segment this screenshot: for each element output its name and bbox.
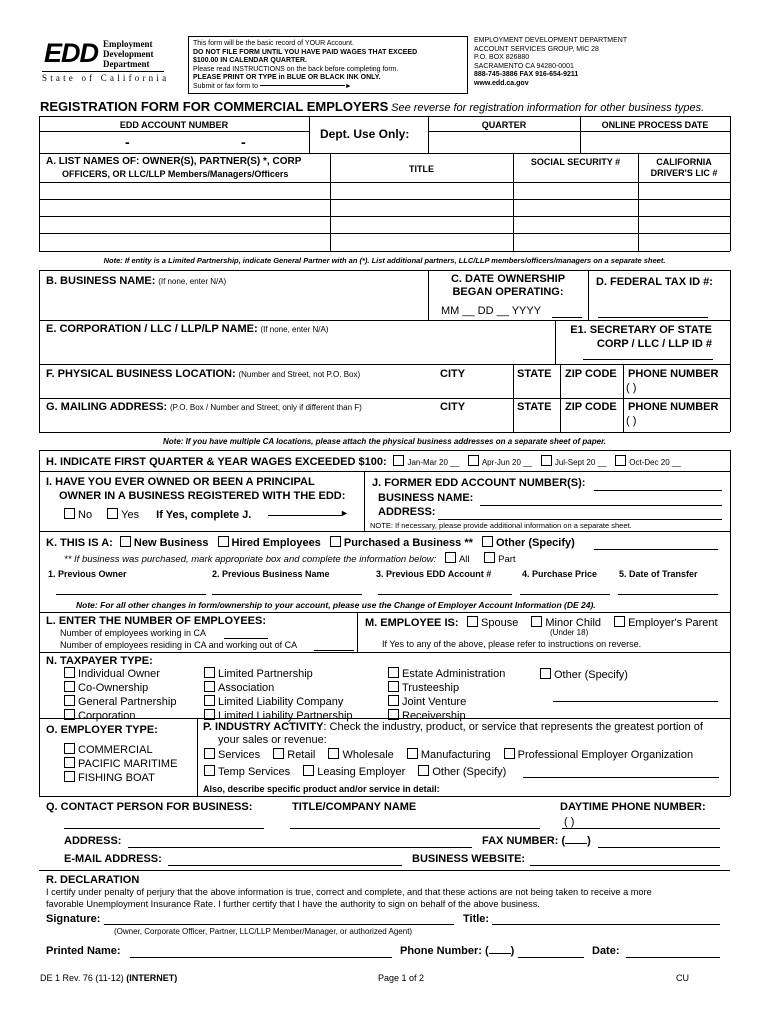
taxpayer-col-3: Estate Administration Trusteeship Joint Venture Receivership [388,667,505,723]
daytime-phone-label: DAYTIME PHONE NUMBER: [560,801,706,813]
header-notice-box: This form will be the basic record of YOUR Account. DO NOT FILE FORM UNTIL YOU HAVE PAID WAGES THAT EXCEED $100.00 IN CALENDAR QUARTER. Please read INSTRUCTIONS on the back before completing form. PLEASE PRINT OR TYPE in BLUE OR BLACK INK ONLY. Submit or fax form to ► [188,36,468,94]
declaration-text: I certify under penalty of perjury that the above information is true, correct and complete, and that these actions are not being taken to receive a more favorable Unemployment Insurance Rate. I further certify that I have the authority to sign on behalf of the above business. [46,887,652,909]
contact-person-label: Q. CONTACT PERSON FOR BUSINESS: [46,801,253,813]
purchase-price-label: 4. Purchase Price [522,569,598,579]
account-dash-2: - [241,134,246,150]
multiple-locations-note: Note: If you have multiple CA locations, please attach the physical business addresses on a separate sheet of paper. [163,437,606,446]
taxpayer-other: Other (Specify) [540,668,628,681]
spouse-checkbox[interactable] [467,616,478,627]
section-i-label: I. HAVE YOU EVER OWNED OR BEEN A PRINCIPAL OWNER IN A BUSINESS REGISTERED WITH THE EDD: [46,476,346,502]
jan-mar-checkbox[interactable] [393,455,404,466]
industry-other-checkbox[interactable] [418,765,429,776]
account-dash-1: - [125,134,130,150]
business-name-label: B. BUSINESS NAME: (If none, enter N/A) [46,275,227,287]
mailing-address-label: G. MAILING ADDRESS: (P.O. Box / Number and Street, only if different than F) [46,401,362,413]
declaration-label: R. DECLARATION [46,874,140,886]
industry-activity-label: P. INDUSTRY ACTIVITY: Check the industry, product, or service that represents the greatest portion of [203,721,703,733]
edd-account-number-label: EDD ACCOUNT NUMBER [119,120,229,130]
arrow-icon: ► [340,508,349,518]
quarter-label: QUARTER [481,120,527,130]
association-checkbox[interactable] [204,681,215,692]
contact-address-label: ADDRESS: [64,835,122,847]
footer-code: CU [676,973,689,983]
state-label-f: STATE [517,368,552,380]
section-o-label: O. EMPLOYER TYPE: [46,724,158,736]
under-18-label: (Under 18) [550,628,589,637]
purchase-part-checkbox[interactable] [484,552,495,563]
former-account-label: J. FORMER EDD ACCOUNT NUMBER(S): [372,477,586,489]
federal-tax-id-label: D. FEDERAL TAX ID #: [596,276,713,288]
section-i-options: No Yes If Yes, complete J. [64,508,251,521]
daytime-phone-paren: ( ) [564,816,575,828]
section-m-options: Spouse Minor Child Employer's Parent [467,616,718,629]
pacific-maritime-checkbox[interactable] [64,757,75,768]
apr-jun-checkbox[interactable] [468,455,479,466]
email-address-label: E-MAIL ADDRESS: [64,853,162,865]
previous-account-label: 3. Previous EDD Account # [376,569,492,579]
previous-owner-label: 1. Previous Owner [48,569,127,579]
retail-checkbox[interactable] [273,748,284,759]
trusteeship-checkbox[interactable] [388,681,399,692]
dept-use-only-label: Dept. Use Only: [320,127,410,141]
section-l-label: L. ENTER THE NUMBER OF EMPLOYEES: [46,615,267,627]
declaration-title-label: Title: [463,913,490,925]
printed-name-line[interactable] [130,957,392,958]
section-n-label: N. TAXPAYER TYPE: [46,655,153,667]
change-employer-note: Note: For all other changes in form/ownership to your account, please use the Change of Employer Account Information (DE 24). [76,600,596,610]
jul-sept-checkbox[interactable] [541,455,552,466]
hired-employees-checkbox[interactable] [218,536,229,547]
header-address-block: EMPLOYMENT DEVELOPMENT DEPARTMENT ACCOUNT SERVICES GROUP, MIC 28 P.O. BOX 826880 SACRAMENTO CA 94280-0001 888-745-3886 FAX 916-654-9211 www.edd.ca.gov [474,37,628,87]
online-process-date-label: ONLINE PROCESS DATE [601,120,709,130]
city-label-f: CITY [440,368,466,380]
signature-hint: (Owner, Corporate Officer, Partner, LLC/LLP Member/Manager, or authorized Agent) [114,927,413,936]
section-a-label: A. LIST NAMES OF: OWNER(S), PARTNER(S) *, CORP OFFICERS, OR LLC/LLP Members/Managers/Officers [46,156,302,179]
form-number: DE 1 Rev. 76 (11-12) (INTERNET) [40,973,178,983]
date-of-transfer-label: 5. Date of Transfer [619,569,698,579]
former-address-label: ADDRESS: [378,506,436,518]
city-label-g: CITY [440,401,466,413]
principal-yes-checkbox[interactable] [107,508,118,519]
printed-name-label: Printed Name: [46,945,121,957]
industry-row-2: Temp Services Leasing Employer Other (Specify) [204,765,506,778]
fishing-boat-checkbox[interactable] [64,771,75,782]
declaration-phone-label: Phone Number: ( ) [400,945,515,957]
limited-partnership-checkbox[interactable] [204,667,215,678]
co-ownership-checkbox[interactable] [64,681,75,692]
commercial-checkbox[interactable] [64,743,75,754]
manufacturing-checkbox[interactable] [407,748,418,759]
section-m-label: M. EMPLOYEE IS: [365,617,459,629]
individual-owner-checkbox[interactable] [64,667,75,678]
industry-row-1: Services Retail Wholesale Manufacturing Professional Employer Organization [204,748,693,761]
llc-checkbox[interactable] [204,695,215,706]
state-label-g: STATE [517,401,552,413]
declaration-date-label: Date: [592,945,620,957]
phone-paren-f: ( ) [626,382,637,394]
declaration-title-line[interactable] [492,924,720,925]
date-ownership-label: C. DATE OWNERSHIP BEGAN OPERATING: [450,273,566,298]
phone-label-f: PHONE NUMBER [628,368,719,380]
principal-no-checkbox[interactable] [64,508,75,519]
employees-working-ca: Number of employees working in CA [60,628,207,638]
taxpayer-col-1: Individual Owner Co-Ownership General Partnership Corporation [64,667,176,723]
temp-services-checkbox[interactable] [204,765,215,776]
leasing-employer-checkbox[interactable] [303,765,314,776]
section-j-note: NOTE: If necessary, please provide additional information on a separate sheet. [370,521,632,530]
purchased-business-checkbox[interactable] [330,536,341,547]
secretary-of-state-label: E1. SECRETARY OF STATE CORP / LLC / LLP ID # [570,324,712,350]
estate-administration-checkbox[interactable] [388,667,399,678]
services-checkbox[interactable] [204,748,215,759]
other-specify-checkbox[interactable] [482,536,493,547]
drivers-license-column-label: CALIFORNIA DRIVER'S LIC # [650,157,718,178]
taxpayer-col-2: Limited Partnership Association Limited Liability Company Limited Liability Partnership [204,667,353,723]
industry-activity-line-2: your sales or revenue: [218,734,327,746]
ssn-column-label: SOCIAL SECURITY # [530,157,621,167]
employer-type-options: COMMERCIAL PACIFIC MARITIME FISHING BOAT [64,743,177,785]
limited-partnership-note: Note: If entity is a Limited Partnership, indicate General Partner with an (*). List additional partners, LLC/LLP members/officers/managers on a separate sheet. [103,256,666,265]
signature-line[interactable] [104,924,454,925]
fax-number-label: FAX NUMBER: ( ) [482,835,591,847]
corporation-name-label: E. CORPORATION / LLC / LLP/LP NAME: (If none, enter N/A) [46,323,329,335]
zip-label-g: ZIP CODE [565,401,617,413]
form-title: REGISTRATION FORM FOR COMMERCIAL EMPLOYERS See reverse for registration information for other business types. [40,99,705,114]
describe-product-label: Also, describe specific product and/or service in detail: [203,784,440,794]
section-k-row: K. THIS IS A: New Business Hired Employees Purchased a Business ** Other (Specify) [46,537,575,549]
phone-paren-g: ( ) [626,415,637,427]
zip-label-f: ZIP CODE [565,368,617,380]
declaration-date-line[interactable] [626,957,720,958]
page-number: Page 1 of 2 [378,973,425,983]
oct-dec-checkbox[interactable] [615,455,626,466]
peo-checkbox[interactable] [504,748,515,759]
wholesale-checkbox[interactable] [328,748,339,759]
business-website-label: BUSINESS WEBSITE: [412,853,526,865]
contact-title-label: TITLE/COMPANY NAME [292,801,417,813]
section-m-note: If Yes to any of the above, please refer to instructions on reverse. [382,639,642,649]
title-column-label: TITLE [409,164,434,174]
former-business-name-label: BUSINESS NAME: [378,492,474,504]
logo-department-name: Employment Development Department [103,39,154,69]
section-h-row: H. INDICATE FIRST QUARTER & YEAR WAGES EXCEEDED $100: Jan-Mar 20 __ Apr-Jun 20 __ Jul-Sept 20 __ Oct-Dec 20 __ [46,456,681,468]
purchase-all-checkbox[interactable] [445,552,456,563]
state-of-california: State of California [42,73,170,83]
new-business-checkbox[interactable] [120,536,131,547]
minor-child-checkbox[interactable] [531,616,542,627]
signature-label: Signature: [46,913,101,925]
phone-label-g: PHONE NUMBER [628,401,719,413]
joint-venture-checkbox[interactable] [388,695,399,706]
secretary-of-state-line[interactable] [583,359,713,360]
date-format: MM __ DD __ YYYY [441,305,542,317]
taxpayer-other-checkbox[interactable] [540,668,551,679]
general-partnership-checkbox[interactable] [64,695,75,706]
federal-tax-id-line[interactable] [598,317,708,318]
employees-residing-ca: Number of employees residing in CA and working out of CA [60,640,298,650]
edd-logo: EDD [44,38,99,68]
purchase-note: ** If business was purchased, mark appropriate box and complete the information below: All Part [64,554,516,565]
physical-location-label: F. PHYSICAL BUSINESS LOCATION: (Number and Street, not P.O. Box) [46,368,361,380]
previous-business-name-label: 2. Previous Business Name [212,569,330,579]
employers-parent-checkbox[interactable] [614,616,625,627]
